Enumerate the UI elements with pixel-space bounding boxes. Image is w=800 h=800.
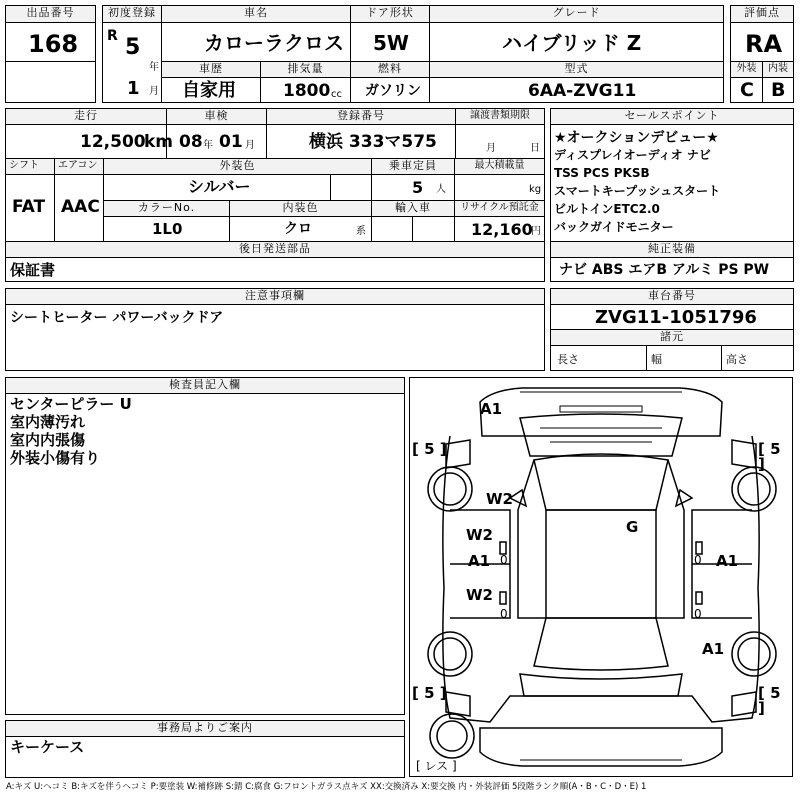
damage-mark: A1 <box>716 552 739 570</box>
plate: 横浜 333マ575 <box>309 132 437 152</box>
reg-year-unit: 年 <box>149 62 159 73</box>
transfer-label: 譲渡書類期限 <box>455 108 545 125</box>
damage-mark: G <box>626 518 639 536</box>
inspector-cell <box>5 393 405 715</box>
inspector-line: 室内内張傷 <box>10 431 86 449</box>
sales-point-line: ★オークションデビュー★ <box>554 130 719 146</box>
int-color-label: 内装色 <box>229 200 372 217</box>
lot-blank <box>5 61 96 103</box>
car-name: カローラクロス <box>204 31 344 55</box>
chassis-label: 車台番号 <box>550 288 794 305</box>
capacity-unit: 人 <box>436 184 446 195</box>
sales-points-label: セールスポイント <box>550 108 794 125</box>
sales-point-line: ビルトインETC2.0 <box>554 202 660 216</box>
color-no-label: カラーNo. <box>103 200 230 217</box>
mileage: 12,500 <box>80 132 146 152</box>
equipment: ナビ ABS エアB アルミ PS PW <box>559 262 770 278</box>
history-label: 車歴 <box>161 61 261 78</box>
displacement: 1800 <box>283 81 331 101</box>
spec-width: 幅 <box>651 353 662 366</box>
ext-color-sub <box>330 174 372 201</box>
door-cell <box>350 22 430 62</box>
inspector-line: 室内薄汚れ <box>10 413 86 431</box>
capacity: 5 <box>412 178 424 197</box>
inspector-line: センターピラー U <box>10 395 132 413</box>
equipment-cell <box>550 257 794 282</box>
history: 自家用 <box>182 80 236 101</box>
displacement-cell <box>260 77 351 103</box>
first-reg-cell <box>102 22 162 103</box>
zero-mark: 0 <box>500 607 508 621</box>
model-label: 型式 <box>429 61 724 78</box>
door-label: ドア形状 <box>350 5 430 23</box>
office-note: キーケース <box>10 738 85 756</box>
spec-length: 長さ <box>557 353 579 366</box>
load-label: 最大積載量 <box>454 158 545 175</box>
insp-month-unit: 月 <box>245 140 255 151</box>
history-cell <box>161 77 261 103</box>
tire-tread: [ 5 ] <box>758 440 781 473</box>
transfer-cell <box>455 124 545 159</box>
int-grade-label: 内装 <box>762 61 794 78</box>
equipment-label: 純正装備 <box>550 241 794 258</box>
grade: ハイブリッド Z <box>502 31 642 55</box>
later-parts-label: 後日発送部品 <box>5 241 545 258</box>
reg-month: 1 <box>127 78 140 99</box>
spec-height-cell <box>721 345 794 371</box>
mileage-cell <box>5 124 174 159</box>
ext-grade: C <box>740 79 754 101</box>
color-no: 1L0 <box>152 220 183 238</box>
tire-tread: [ 5 ] <box>412 440 447 458</box>
inspector-line: 外装小傷有り <box>10 449 101 467</box>
displacement-label: 排気量 <box>260 61 351 78</box>
shift: FAT <box>12 197 46 217</box>
damage-mark: W2 <box>466 586 493 604</box>
office-label: 事務局よりご案内 <box>5 720 405 737</box>
spec-width-cell <box>646 345 722 371</box>
insp-month: 01 <box>219 132 243 152</box>
capacity-cell <box>371 174 455 201</box>
inspector-label: 検査員記入欄 <box>5 377 405 394</box>
spec-height: 高さ <box>726 353 748 366</box>
int-grade: B <box>771 79 786 101</box>
reg-month-unit: 月 <box>149 86 159 97</box>
car-name-cell <box>161 22 351 62</box>
fuel-cell <box>350 77 430 103</box>
recycle-unit: 円 <box>531 226 541 237</box>
damage-mark: A1 <box>480 400 503 418</box>
ac-cell <box>54 174 104 242</box>
recycle: 12,160 <box>471 220 533 239</box>
legend: A:キズ U:ヘコミ B:キズを伴うヘコミ P:要塗装 W:補修跡 S:錆 C:腐食 G:フロントガラス点キズ XX:交換済み X:要交換 内・外装評価 5段階ランク順(A・B・C・D・E) 1 <box>6 782 647 792</box>
insp-year-unit: 年 <box>203 140 213 151</box>
first-reg-label: 初度登録 <box>102 5 162 23</box>
model: 6AA-ZVG11 <box>528 81 637 101</box>
import-cell-a <box>371 216 413 242</box>
shift-cell <box>5 174 55 242</box>
grade-label: グレード <box>429 5 724 23</box>
chassis-cell <box>550 304 794 330</box>
tire-tread: [ 5 ] <box>412 684 447 702</box>
notes-cell <box>5 304 545 371</box>
import-cell-b <box>412 216 455 242</box>
sales-point-line: バックガイドモニター <box>554 220 674 234</box>
transfer-month-unit: 月 <box>486 143 496 154</box>
int-grade-cell <box>762 77 794 103</box>
damage-mark: A1 <box>468 552 491 570</box>
ext-grade-label: 外装 <box>730 61 763 78</box>
sales-point-line: TSS PCS PKSB <box>554 166 650 180</box>
recycle-label: リサイクル預託金 <box>454 200 545 217</box>
displacement-unit: cc <box>331 89 342 100</box>
ac-label: エアコン <box>54 158 104 175</box>
reg-era: R <box>107 28 118 44</box>
chassis-number: ZVG11-1051796 <box>595 307 757 328</box>
damage-mark: A1 <box>702 640 725 658</box>
load-cell <box>454 174 545 201</box>
spare-tire: [ レス ] <box>416 759 457 773</box>
car-outline <box>410 378 794 778</box>
insp-year: 08 <box>179 132 203 152</box>
capacity-label: 乗車定員 <box>371 158 455 175</box>
lot-number-cell <box>5 22 96 62</box>
grade-cell <box>429 22 724 62</box>
int-color-cell <box>229 216 372 242</box>
ext-grade-cell <box>730 77 763 103</box>
score-label: 評価点 <box>730 5 794 23</box>
mileage-unit: km <box>144 132 174 152</box>
sales-point-line: ディスプレイオーディオ ナビ <box>554 148 711 162</box>
tire-tread: [ 5 ] <box>758 684 781 717</box>
plate-label: 登録番号 <box>266 108 456 125</box>
int-color-unit: 系 <box>356 226 366 237</box>
later-parts-cell <box>5 257 545 282</box>
fuel: ガソリン <box>365 83 421 99</box>
ac: AAC <box>61 197 100 217</box>
damage-mark: W2 <box>486 490 513 508</box>
lot-number: 168 <box>28 30 79 58</box>
color-no-cell <box>103 216 230 242</box>
fuel-label: 燃料 <box>350 61 430 78</box>
score-cell <box>730 22 794 62</box>
import-label: 輸入車 <box>371 200 455 217</box>
transfer-day-unit: 日 <box>530 143 540 154</box>
damage-mark: W2 <box>466 526 493 544</box>
int-color: クロ <box>284 221 312 237</box>
recycle-cell <box>454 216 545 242</box>
shift-label: シフト <box>5 158 55 175</box>
sales-points-cell <box>550 124 794 242</box>
specs-label: 諸元 <box>550 329 794 346</box>
zero-mark: 0 <box>500 553 508 567</box>
load-unit: kg <box>529 184 542 195</box>
score: RA <box>745 30 783 58</box>
model-cell <box>429 77 724 103</box>
ext-color: シルバー <box>188 177 251 196</box>
inspection-label: 車検 <box>166 108 267 125</box>
later-parts: 保証書 <box>10 261 56 279</box>
damage-diagram <box>409 377 793 777</box>
zero-mark: 0 <box>694 607 702 621</box>
zero-mark: 0 <box>694 553 702 567</box>
lot-label: 出品番号 <box>5 5 96 23</box>
notes-label: 注意事項欄 <box>5 288 545 305</box>
car-name-label: 車名 <box>161 5 351 23</box>
door-type: 5W <box>373 31 409 55</box>
sales-point-line: スマートキープッシュスタート <box>554 184 721 198</box>
ext-color-cell <box>103 174 331 201</box>
notes: シートヒーター パワーバックドア <box>10 310 224 326</box>
reg-year: 5 <box>125 35 141 60</box>
inspection-cell <box>166 124 267 159</box>
spec-length-cell <box>550 345 647 371</box>
ext-color-label: 外装色 <box>103 158 372 175</box>
plate-cell <box>266 124 456 159</box>
mileage-label: 走行 <box>5 108 167 125</box>
office-cell <box>5 736 405 778</box>
